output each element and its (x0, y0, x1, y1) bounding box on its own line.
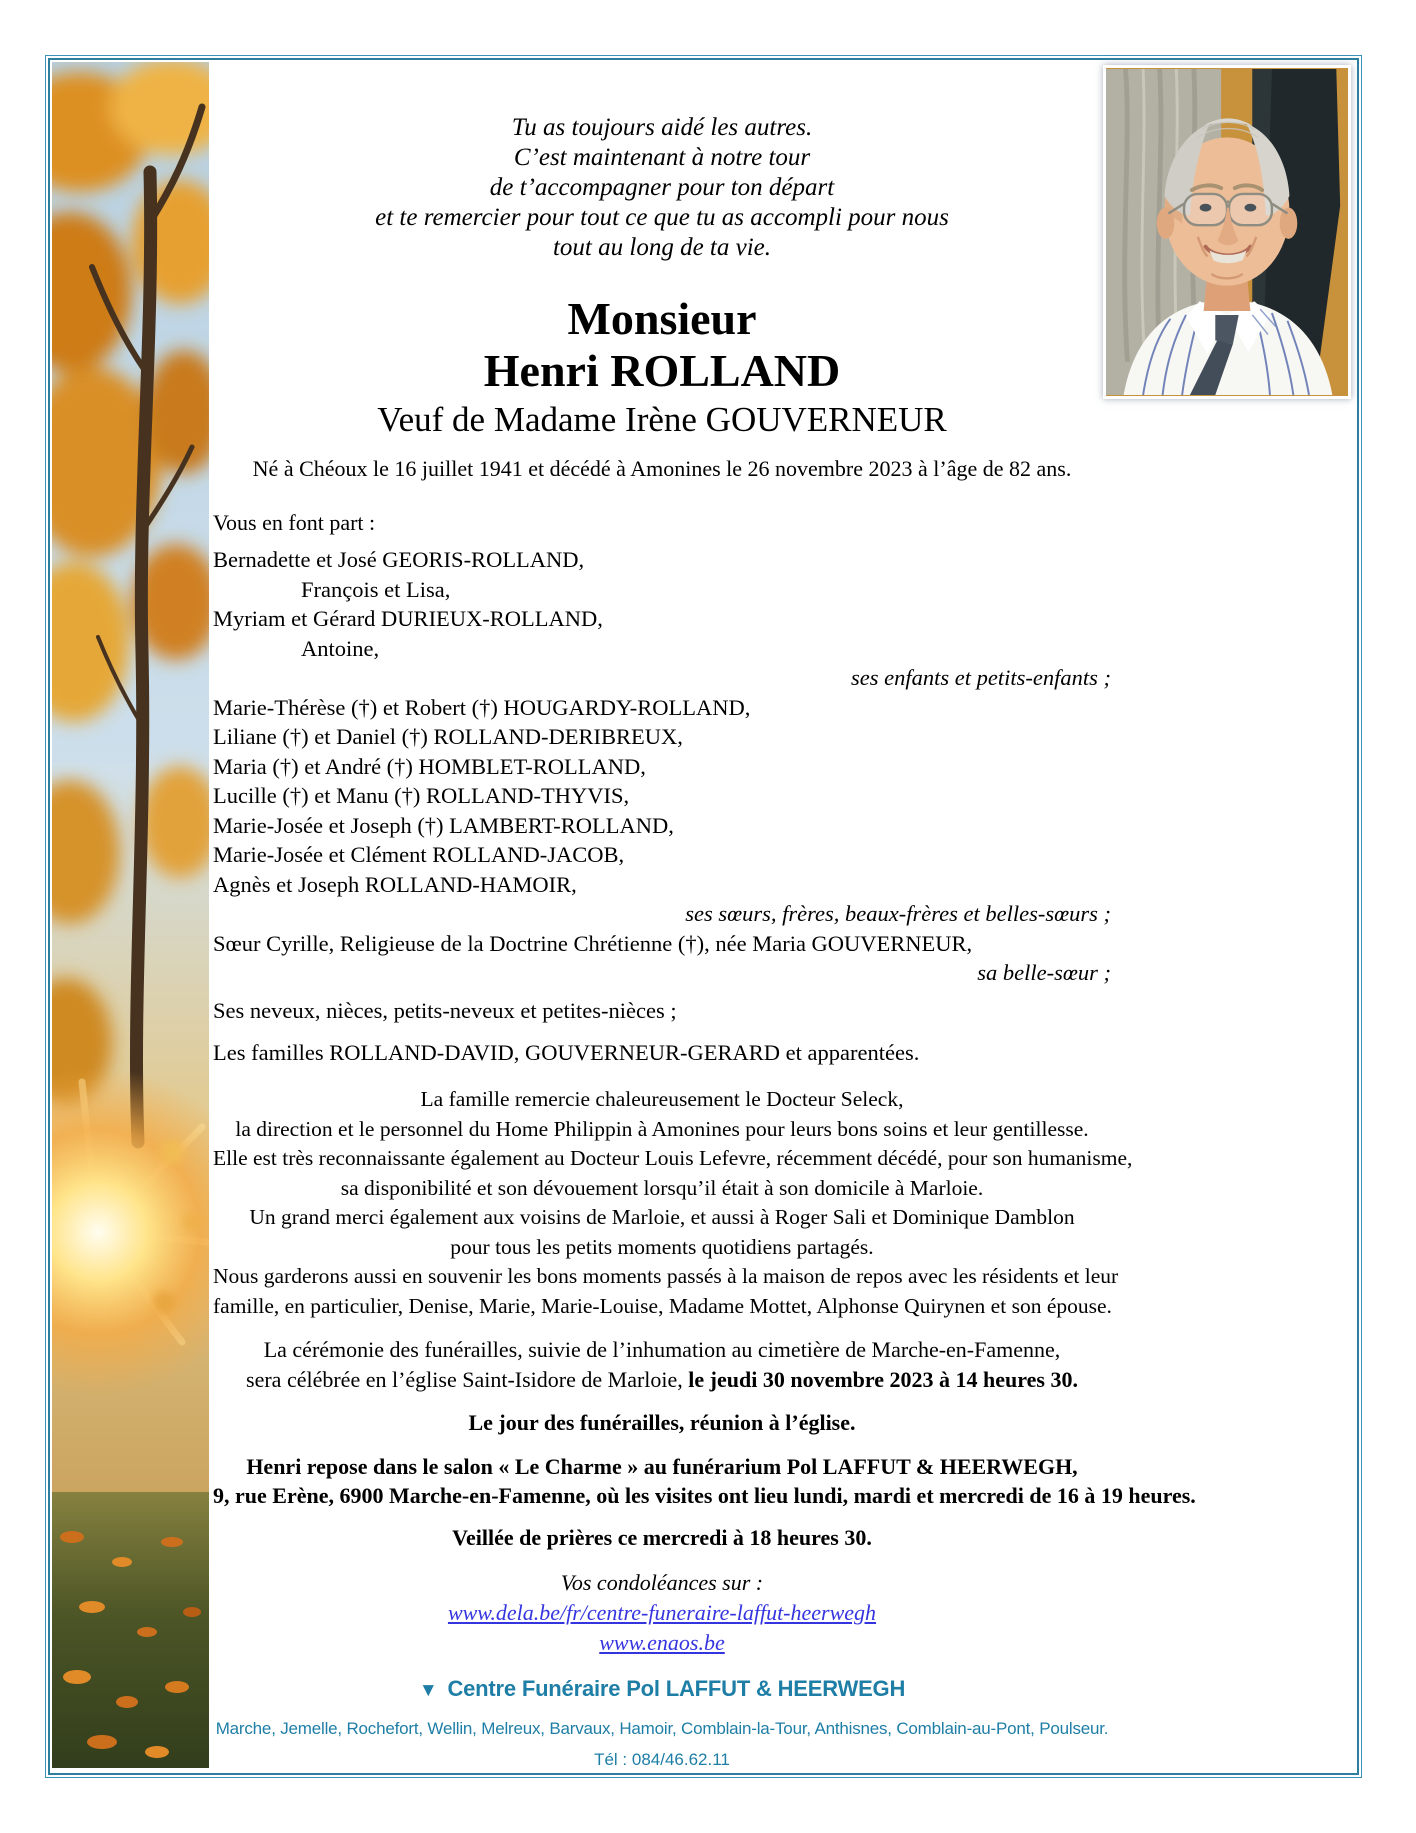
quote-line: et te remercier pour tout ce que tu as accompli pour nous (375, 204, 949, 231)
main-text-column (213, 56, 1196, 1772)
condolences-link-dela[interactable]: www.dela.be/fr/centre-funeraire-laffut-heerwegh (447, 1600, 877, 1625)
thanks-line: pour tous les petits moments quotidiens partagés. (450, 1234, 874, 1259)
thanks-line: Un grand merci également aux voisins de Marloie, et aussi à Roger Sali et Dominique Damblon (249, 1205, 1075, 1229)
condolences-label: Vos condoléances sur : (560, 1570, 764, 1595)
page-border-frame (45, 55, 1362, 1778)
related-families-line: Les familles ROLLAND-DAVID, GOUVERNEUR-GERARD et apparentées. (213, 1040, 920, 1065)
family-list-item: Marie-Thérèse (†) et Robert (†) HOUGARDY-ROLLAND, (213, 694, 751, 720)
announcement-label: Vous en font part : (213, 510, 376, 535)
thanks-line: Elle est très reconnaissante également au Docteur Louis Lefevre, récemment décédé, pour son humanisme, (213, 1146, 1133, 1170)
quote-line: C’est maintenant à notre tour (513, 144, 811, 171)
repose-paragraph (213, 1452, 1196, 1511)
family-list-item: François et Lisa, (301, 576, 451, 602)
family-list (213, 545, 1111, 1025)
triangle-icon: ▼ (418, 1680, 438, 1701)
quote-line: tout au long de ta vie. (552, 234, 772, 261)
ceremony-line-2 (213, 1365, 1111, 1395)
portrait-art (1106, 68, 1348, 396)
repose-line: 9, rue Erène, 6900 Marche-en-Famenne, où les visites ont lieu lundi, mardi et mercredi de 16 à 19 heures. (213, 1483, 1196, 1508)
family-list-item: Agnès et Joseph ROLLAND-HAMOIR, (213, 871, 577, 897)
ceremony-line-2-text: sera célébrée en l’église Saint-Isidore de Marloie, (246, 1366, 689, 1392)
vigil-text: Veillée de prières ce mercredi à 18 heures 30. (452, 1524, 872, 1550)
birth-death-line: Né à Chéoux le 16 juillet 1941 et décédé à Amonines le 26 novembre 2023 à l’âge de 82 ans. (252, 456, 1072, 481)
deceased-name: Henri ROLLAND (483, 345, 841, 396)
autumn-photo-strip (52, 62, 209, 1768)
family-list-item: Bernadette et José GEORIS-ROLLAND, (213, 547, 585, 572)
family-list-item: Marie-Josée et Clément ROLLAND-JACOB, (213, 842, 625, 867)
family-list-item: Ses neveux, nièces, petits-neveux et petites-nièces ; (213, 997, 677, 1023)
quote-line: de t’accompagner pour ton départ (489, 174, 835, 201)
family-list-item: ses enfants et petits-enfants ; (851, 665, 1111, 690)
family-list-item: Antoine, (301, 635, 380, 661)
thanks-line: Nous garderons aussi en souvenir les bons moments passés à la maison de repos avec les résidents et leur (213, 1264, 1119, 1288)
condolences-block (213, 1568, 1111, 1658)
family-list-item: Liliane (†) et Daniel (†) ROLLAND-DERIBREUX, (213, 724, 683, 749)
funeral-home-name (213, 1672, 1111, 1708)
thanks-line: sa disponibilité et son dévouement lorsqu’il était à son domicile à Marloie. (340, 1175, 984, 1200)
family-list-item: Myriam et Gérard DURIEUX-ROLLAND, (213, 606, 603, 631)
church-reunion-line (213, 1408, 1111, 1438)
funeral-home-name-text: Centre Funéraire Pol LAFFUT & HEERWEGH (447, 1676, 906, 1701)
family-list-item: sa belle-sœur ; (977, 960, 1111, 985)
repose-line: Henri repose dans le salon « Le Charme » au funérarium Pol LAFFUT & HEERWEGH, (246, 1453, 1078, 1479)
funeral-home-footer (213, 1672, 1111, 1772)
opening-quote (213, 113, 1111, 263)
quote-line: Tu as toujours aidé les autres. (511, 114, 813, 141)
family-list-item: Maria (†) et André (†) HOMBLET-ROLLAND, (213, 753, 646, 779)
ceremony-paragraph (213, 1335, 1111, 1394)
church-reunion-text: Le jour des funérailles, réunion à l’église. (468, 1410, 856, 1435)
family-list-item: ses sœurs, frères, beaux-frères et belles-sœurs ; (685, 901, 1111, 926)
autumn-photo-art (52, 62, 209, 1768)
family-list-item: Lucille (†) et Manu (†) ROLLAND-THYVIS, (213, 783, 630, 808)
funeral-home-phone: Tél : 084/46.62.11 (594, 1750, 730, 1769)
widower-subtitle: Veuf de Madame Irène GOUVERNEUR (377, 400, 947, 439)
thanks-line: famille, en particulier, Denise, Marie, Marie-Louise, Madame Mottet, Alphonse Quirynen et son épouse. (213, 1293, 1112, 1318)
thanks-line: La famille remercie chaleureusement le Docteur Seleck, (420, 1087, 904, 1111)
ceremony-line-1: La cérémonie des funérailles, suivie de l’inhumation au cimetière de Marche-en-Famenne, (263, 1337, 1061, 1362)
thanks-line: la direction et le personnel du Home Philippin à Amonines pour leurs bons soins et leur gentillesse. (235, 1116, 1089, 1141)
family-list-item: Marie-Josée et Joseph (†) LAMBERT-ROLLAND, (213, 812, 674, 838)
portrait-photo (1103, 65, 1351, 399)
title-civility: Monsieur (567, 293, 757, 344)
thanks-paragraph (213, 1085, 1133, 1321)
vigil-line (213, 1523, 1111, 1553)
family-list-item: Sœur Cyrille, Religieuse de la Doctrine Chrétienne (†), née Maria GOUVERNEUR, (213, 930, 973, 956)
funeral-home-locations: Marche, Jemelle, Rochefort, Wellin, Melreux, Barvaux, Hamoir, Comblain-la-Tour, Anthisnes, Comblain-au-Pont, Poulseur. (215, 1719, 1109, 1738)
ceremony-date-bold: le jeudi 30 novembre 2023 à 14 heures 30. (688, 1366, 1078, 1392)
title-block (213, 293, 1111, 443)
condolences-link-enaos[interactable]: www.enaos.be (599, 1630, 725, 1655)
